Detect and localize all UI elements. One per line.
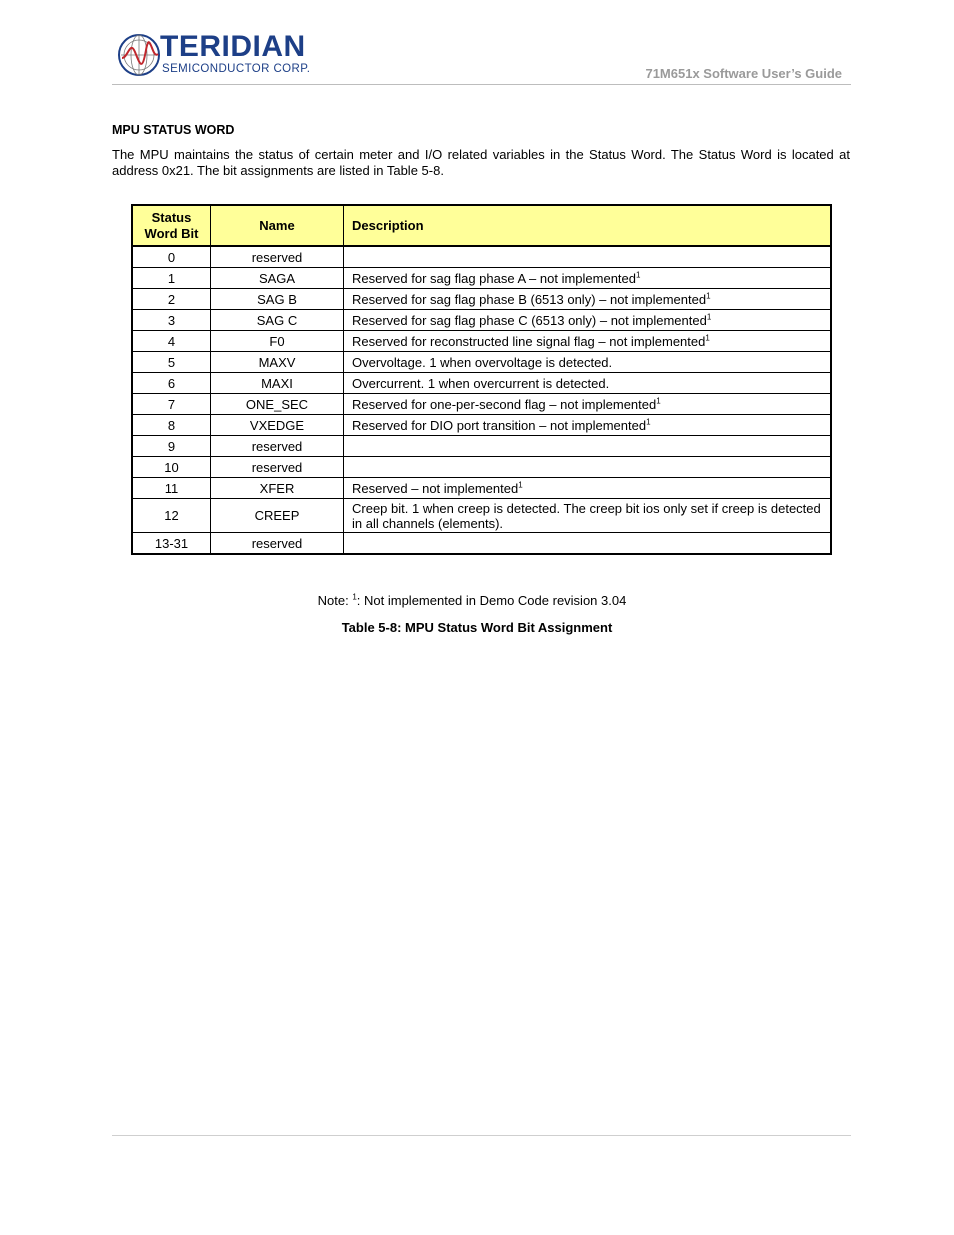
cell-bit: 13-31 — [132, 533, 211, 555]
header-description: Description — [344, 205, 832, 246]
table-row — [132, 310, 831, 331]
cell-name: SAG B — [211, 289, 344, 310]
cell-description — [344, 499, 832, 533]
description-text: Reserved for reconstructed line signal flag – not implemented — [352, 333, 706, 349]
cell-bit: 3 — [132, 310, 211, 331]
logo-wordmark: TERIDIAN — [160, 30, 306, 63]
cell-bit: 2 — [132, 289, 211, 310]
footnote-marker: 1 — [518, 480, 523, 490]
cell-name: reserved — [211, 436, 344, 457]
cell-bit: 6 — [132, 373, 211, 394]
description-text: Reserved for sag flag phase A – not implemented — [352, 270, 637, 286]
cell-description — [344, 310, 832, 331]
cell-name: SAGA — [211, 268, 344, 289]
table-row — [132, 331, 831, 352]
table-row — [132, 499, 831, 533]
table-row — [132, 373, 831, 394]
section-heading: MPU STATUS WORD — [112, 123, 235, 137]
header-divider — [112, 84, 851, 85]
description-text: Reserved – not implemented — [352, 480, 519, 496]
cell-name: reserved — [211, 246, 344, 268]
cell-description — [344, 373, 832, 394]
table-row — [132, 457, 831, 478]
cell-bit: 5 — [132, 352, 211, 373]
description-text: Reserved for sag flag phase B (6513 only) – not implemented — [352, 291, 707, 307]
cell-bit: 7 — [132, 394, 211, 415]
table-caption: Table 5-8: MPU Status Word Bit Assignment — [341, 620, 613, 635]
table-header-row — [132, 205, 831, 246]
cell-description — [344, 246, 832, 268]
footnote-marker: 1 — [705, 333, 710, 343]
table-row — [132, 436, 831, 457]
cell-bit: 10 — [132, 457, 211, 478]
cell-name: ONE_SEC — [211, 394, 344, 415]
footnote-marker: 1 — [706, 291, 711, 301]
intro-paragraph: The MPU maintains the status of certain meter and I/O related variables in the Status Word. The Status Word is located at address 0x21. The bit assignments are listed in Table 5-8. — [112, 147, 850, 178]
footnote-marker: 1 — [706, 312, 712, 322]
cell-name: VXEDGE — [211, 415, 344, 436]
header-name: Name — [211, 205, 344, 246]
table-footnote — [0, 593, 954, 608]
cell-name: CREEP — [211, 499, 344, 533]
table-row — [132, 415, 831, 436]
table-row — [132, 268, 831, 289]
cell-name: F0 — [211, 331, 344, 352]
cell-bit: 9 — [132, 436, 211, 457]
cell-bit: 12 — [132, 499, 211, 533]
header-status-word-bit: Status Word Bit — [132, 205, 211, 246]
cell-description — [344, 457, 832, 478]
cell-name: XFER — [211, 478, 344, 499]
logo-subtitle: SEMICONDUCTOR CORP. — [162, 63, 311, 75]
status-word-table — [131, 204, 832, 555]
cell-bit: 11 — [132, 478, 211, 499]
cell-bit: 1 — [132, 268, 211, 289]
cell-name: MAXI — [211, 373, 344, 394]
footnote-marker: 1 — [646, 417, 651, 427]
cell-bit: 8 — [132, 415, 211, 436]
cell-description — [344, 533, 832, 555]
description-text: Reserved for sag flag phase C (6513 only) – not implemented — [352, 312, 707, 328]
footnote-marker: 1 — [656, 396, 661, 406]
table-row — [132, 478, 831, 499]
cell-description — [344, 415, 832, 436]
description-text: Reserved for one-per-second flag – not implemented — [352, 396, 657, 412]
table-row — [132, 533, 831, 555]
cell-description — [344, 394, 832, 415]
footnote-marker: 1 — [636, 270, 641, 280]
cell-description — [344, 352, 832, 373]
cell-name: MAXV — [211, 352, 344, 373]
table-row — [132, 394, 831, 415]
footer-divider — [112, 1135, 851, 1136]
teridian-logo — [116, 32, 316, 80]
table-row — [132, 246, 831, 268]
description-text: Overcurrent. 1 when overcurrent is detected. — [352, 375, 610, 391]
note-text: : Not implemented in Demo Code revision 3.04 — [356, 593, 627, 608]
cell-description — [344, 289, 832, 310]
document-title: 71M651x Software User’s Guide — [645, 66, 842, 81]
cell-name: reserved — [211, 533, 344, 555]
note-superscript: 1 — [352, 592, 357, 602]
cell-bit: 4 — [132, 331, 211, 352]
table-row — [132, 352, 831, 373]
cell-name: reserved — [211, 457, 344, 478]
cell-description — [344, 436, 832, 457]
description-text: Reserved for DIO port transition – not implemented — [352, 417, 647, 433]
cell-description — [344, 268, 832, 289]
teridian-globe-icon — [116, 32, 162, 78]
cell-name: SAG C — [211, 310, 344, 331]
cell-description — [344, 331, 832, 352]
table-row — [132, 289, 831, 310]
cell-description — [344, 478, 832, 499]
description-text: Creep bit. 1 when creep is detected. The creep bit ios only set if creep is detected in all channels (elements). — [352, 500, 821, 531]
description-text: Overvoltage. 1 when overvoltage is detected. — [352, 354, 613, 370]
cell-bit: 0 — [132, 246, 211, 268]
note-prefix: Note: — [317, 593, 353, 608]
